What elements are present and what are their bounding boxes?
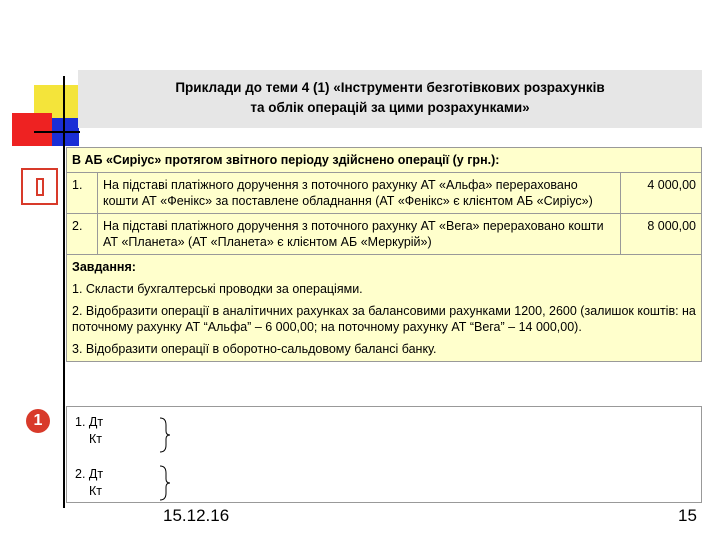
task-title: Завдання: [72,260,136,274]
entry1-credit-label: Кт [89,432,103,446]
entry1-brace-icon [159,417,171,453]
page-number: 15 [678,506,697,525]
task-item: 3. Відобразити операції в оборотно-сальдовому балансі банку. [72,342,437,356]
row-number: 1. [67,173,98,214]
deco-horizontal-line [34,131,80,133]
row-text: На підставі платіжного доручення з поточного рахунку АТ «Альфа» перераховано кошти АТ «Фенікс» за поставлене обладнання (АТ «Фенікс» є клієнтом АБ «Сиріус») [98,173,621,214]
row-number: 2. [67,214,98,255]
table-header: В АБ «Сиріус» протягом звітного періоду здійснено операції (у грн.): [67,148,702,173]
task-cell [67,255,702,362]
operations-table [66,147,702,362]
table-row [67,173,702,214]
entry2-debit-label: 2. Дт [75,467,104,481]
entry1-debit-label: 1. Дт [75,415,104,429]
row-text: На підставі платіжного доручення з поточного рахунку АТ «Вега» перераховано кошти АТ «Планета» (АТ «Планета» є клієнтом АБ «Меркурій») [98,214,621,255]
symbol-box-icon [21,168,58,205]
slide-title [80,78,700,118]
entry2-credit-label: Кт [89,484,103,498]
slide-title-line2: та облік операцій за цими розрахунками» [250,100,530,115]
entry2-brace-icon [159,465,171,501]
slide-date: 15.12.16 [163,506,230,525]
circled-one-icon: 1 [26,409,50,433]
row-amount: 4 000,00 [621,173,702,214]
table-row [67,214,702,255]
deco-red-square [12,113,52,146]
deco-vertical-line [63,76,65,508]
slide-title-line1: Приклади до теми 4 (1) «Інструменти безготівкових розрахунків [175,80,605,95]
task-item: 2. Відобразити операції в аналітичних рахунках за балансовими рахунками 1200, 2600 (залишок коштів: на поточному рахунку АТ “Альфа” – 6 000,00; на поточному рахунку АТ “Вега” – 14 000,00). [72,304,696,334]
answer-box [66,406,702,503]
symbol-box-glyph [36,178,44,196]
task-item: 1. Скласти бухгалтерські проводки за операціями. [72,282,363,296]
row-amount: 8 000,00 [621,214,702,255]
